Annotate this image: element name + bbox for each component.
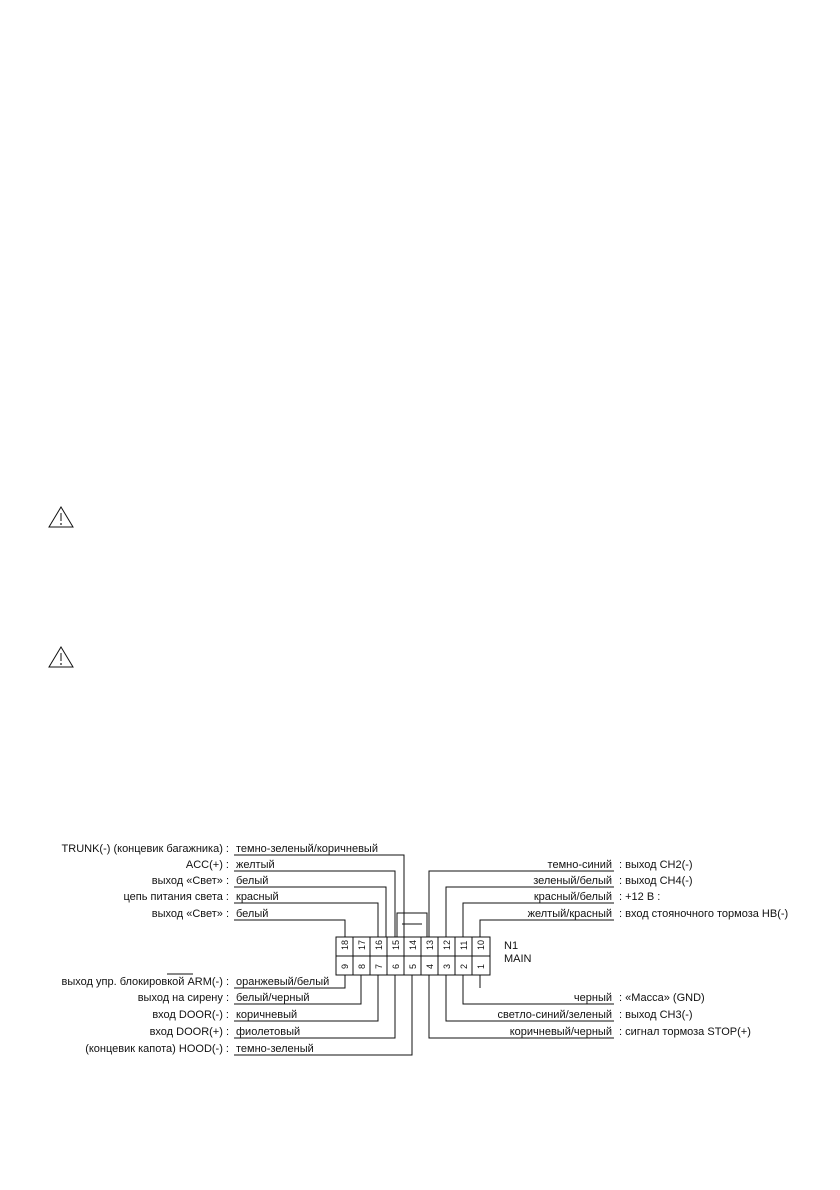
wire-color-label: коричневый xyxy=(236,1009,298,1021)
wire-color-label: темно-зеленый/коричневый xyxy=(236,843,378,855)
connector-subtitle: MAIN xyxy=(504,953,532,965)
pin-label: 8 xyxy=(357,963,367,969)
wire-color-label: черный xyxy=(573,992,612,1004)
wire-color-label: белый/черный xyxy=(236,992,310,1004)
pin-label: 15 xyxy=(391,939,401,950)
wire-function-label: : выход CH4(-) xyxy=(619,875,693,887)
wire-function-label: вход DOOR(-) : xyxy=(152,1009,229,1021)
connector-n1 xyxy=(336,913,532,975)
pin-label: 2 xyxy=(459,963,469,969)
wire-function-label: выход «Свет» : xyxy=(151,875,229,887)
pin-label: 12 xyxy=(442,939,452,950)
wire-color-label: темно-синий xyxy=(547,859,612,871)
wire-color-label: белый xyxy=(236,908,269,920)
pin-label: 3 xyxy=(442,963,452,969)
wire-line xyxy=(234,920,345,937)
wire-color-label: желтый xyxy=(236,859,275,871)
pin-label: 9 xyxy=(340,963,350,969)
wire-function-label: ACC(+) : xyxy=(185,859,229,871)
connector-latch xyxy=(397,913,427,937)
right-top-labels xyxy=(528,859,789,920)
wire-color-label: светло-синий/зеленый xyxy=(497,1009,612,1021)
wire-color-label: красный/белый xyxy=(533,891,612,903)
wire-color-label: белый xyxy=(236,875,269,887)
left-bottom-labels xyxy=(62,974,330,1055)
wire-color-label: желтый/красный xyxy=(527,908,612,920)
pin-label: 11 xyxy=(459,940,469,950)
wire-function-label: : «Масса» (GND) xyxy=(619,992,705,1004)
wire-function-label: выход упр. блокировкой ARM(-) : xyxy=(61,976,229,988)
wire-color-label: зеленый/белый xyxy=(533,875,612,887)
right-bottom-labels xyxy=(498,992,751,1038)
pin-labels-bottom xyxy=(340,964,486,969)
wire-color-label: фиолетовый xyxy=(236,1026,301,1038)
wire-function-label: выход «Свет» : xyxy=(151,908,229,920)
wire-function-label: : выход CH2(-) xyxy=(619,859,693,871)
pin-label: 5 xyxy=(408,963,418,969)
wire-line xyxy=(480,920,614,937)
pin-label: 4 xyxy=(425,963,435,969)
connector-name: N1 xyxy=(504,940,519,952)
wire-color-label: оранжевый/белый xyxy=(236,976,330,988)
pin-label: 6 xyxy=(391,963,401,969)
pin-label: 10 xyxy=(476,939,486,950)
wire-function-label: цепь питания света : xyxy=(123,891,229,903)
wire-function-label: : выход CH3(-) xyxy=(619,1009,693,1021)
wire-function-label: : вход стояночного тормоза HB(-) xyxy=(619,908,789,920)
pin-label: 14 xyxy=(408,939,418,950)
wire-function-label: (концевик капота) HOOD(-) : xyxy=(85,1043,229,1055)
pin-label: 7 xyxy=(374,963,384,969)
pin-labels-top xyxy=(340,940,486,950)
wire-color-label: коричневый/черный xyxy=(509,1026,612,1038)
wire-function-label: : +12 В : xyxy=(619,891,661,903)
pin-label: 13 xyxy=(425,939,435,950)
wire-function-label: вход DOOR(+) : xyxy=(149,1026,229,1038)
wire-function-label: выход на сирену : xyxy=(137,992,229,1004)
wire-function-label: TRUNK(-) (концевик багажника) : xyxy=(61,843,229,855)
pin-label: 17 xyxy=(357,939,367,950)
pin-label: 18 xyxy=(340,939,350,950)
wire-color-label: красный xyxy=(236,891,279,903)
left-top-labels xyxy=(62,843,378,920)
wire-function-label: : сигнал тормоза STOP(+) xyxy=(619,1026,751,1038)
pin-label: 16 xyxy=(374,939,384,950)
wire-color-label: темно-зеленый xyxy=(236,1043,314,1055)
pin-label: 1 xyxy=(476,963,486,969)
